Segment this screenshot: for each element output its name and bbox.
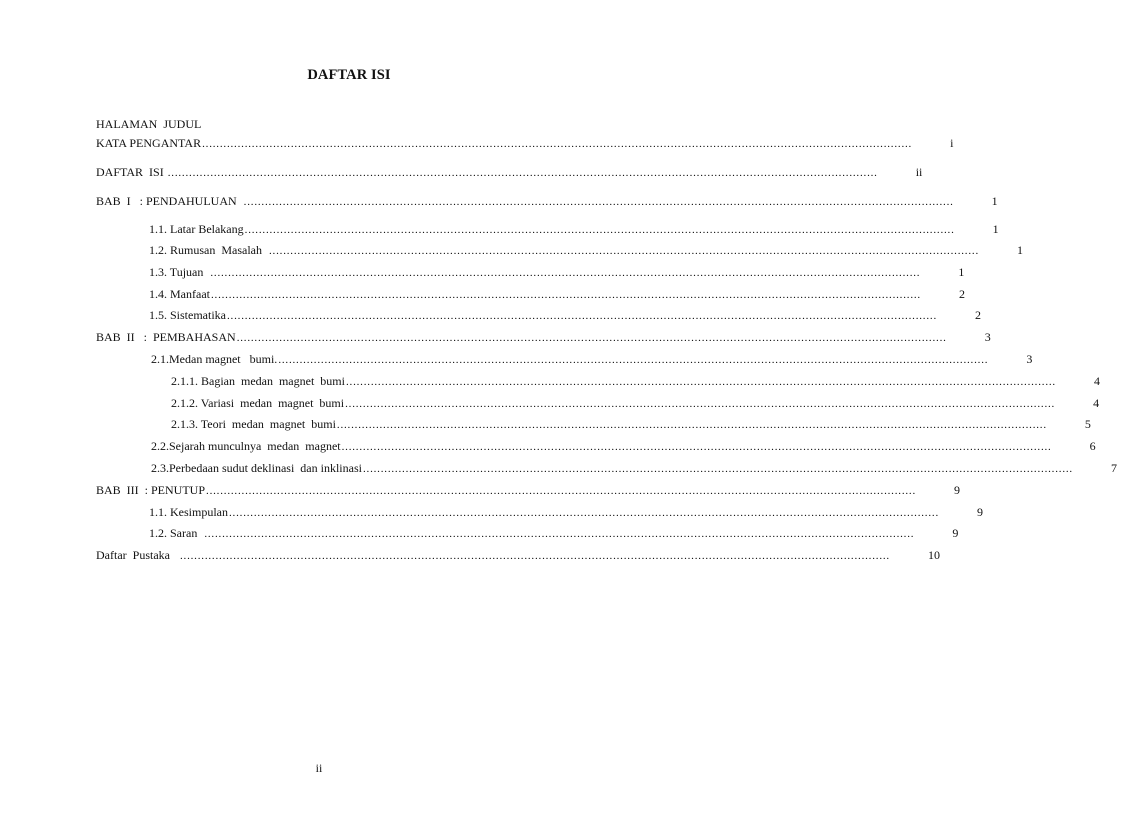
toc-entry-label: 2.2.Sejarah munculnya medan magnet xyxy=(151,439,341,453)
toc-entry-daftar-pustaka xyxy=(96,547,940,563)
toc-entry-1-4 xyxy=(149,286,965,302)
dot-leader: ........................................................................................................................................................................................................ xyxy=(278,354,989,366)
dot-leader: ........................................................................................................................................................................................................ xyxy=(206,485,917,497)
toc-entry-page: 9 xyxy=(952,526,959,540)
toc-entry-bab-iii xyxy=(96,482,961,498)
toc-entry-page: 6 xyxy=(1089,439,1096,453)
toc-entry-label: 2.1.3. Teori medan magnet bumi xyxy=(171,417,336,431)
toc-entry-label: KATA PENGANTAR xyxy=(96,136,202,150)
toc-entry-page: 7 xyxy=(1110,461,1117,475)
toc-entry-page: 1 xyxy=(991,194,998,208)
toc-entry-1-5 xyxy=(149,307,981,323)
toc-entry-page: 2 xyxy=(958,287,965,301)
toc-entry-page: 5 xyxy=(1084,417,1091,431)
toc-entry-label: 1.2. Saran xyxy=(149,526,204,540)
dot-leader: ........................................................................................................................................................................................................ xyxy=(229,507,939,519)
toc-entry-1-1 xyxy=(149,221,999,237)
toc-entry-label: BAB I : PENDAHULUAN xyxy=(96,194,243,208)
toc-entry-page: 3 xyxy=(984,330,991,344)
toc-entry-2-3 xyxy=(151,460,1117,476)
toc-entry-label: 2.1.1. Bagian medan magnet bumi xyxy=(171,374,345,388)
toc-entry-label: 2.3.Perbedaan sudut deklinasi dan inklinasi xyxy=(151,461,362,475)
toc-entry-page: 9 xyxy=(977,505,983,519)
toc-entry-page: 4 xyxy=(1093,396,1100,410)
toc-entry-halaman-judul xyxy=(96,116,516,132)
dot-leader: ........................................................................................................................................................................................................ xyxy=(243,196,954,208)
toc-entry-page: 4 xyxy=(1093,374,1100,388)
toc-entry-page: 1 xyxy=(1017,243,1023,257)
toc-entry-label: Daftar Pustaka xyxy=(96,548,179,562)
toc-entry-bab-i xyxy=(96,193,998,209)
toc-entry-saran xyxy=(149,525,959,541)
toc-entry-label: 1.4. Manfaat xyxy=(149,287,210,301)
dot-leader: ........................................................................................................................................................................................................ xyxy=(179,550,890,562)
dot-leader: ........................................................................................................................................................................................................ xyxy=(236,332,947,344)
dot-leader: ........................................................................................................................................................................................................ xyxy=(167,167,878,179)
dot-leader: ........................................................................................................................................................................................................ xyxy=(202,138,913,150)
toc-entry-page: 10 xyxy=(927,548,940,562)
toc-entry-label: BAB III : PENUTUP xyxy=(96,483,206,497)
toc-entry-label: 1.1. Latar Belakang xyxy=(149,222,244,236)
dot-leader: ........................................................................................................................................................................................................ xyxy=(269,245,979,257)
toc-entry-label: DAFTAR ISI xyxy=(96,165,167,179)
toc-entry-page: 9 xyxy=(954,483,961,497)
page-title: DAFTAR ISI xyxy=(307,67,391,83)
toc-entry-label: 1.2. Rumusan Masalah xyxy=(149,243,268,257)
dot-leader: ........................................................................................................................................................................................................ xyxy=(210,267,921,279)
dot-leader: ........................................................................................................................................................................................................ xyxy=(210,289,921,301)
toc-entry-page: ii xyxy=(915,165,923,179)
toc-entry-1-3 xyxy=(149,264,965,280)
toc-entry-kesimpulan xyxy=(149,504,983,520)
toc-entry-label: HALAMAN JUDUL xyxy=(96,117,202,131)
dot-leader: ........................................................................................................................................................................................................ xyxy=(336,419,1047,431)
toc-entry-2-1-3 xyxy=(171,416,1091,432)
dot-leader: ........................................................................................................................................................................................................ xyxy=(341,441,1052,453)
dot-leader: ........................................................................................................................................................................................................ xyxy=(345,376,1056,388)
toc-entry-kata-pengantar xyxy=(96,135,954,151)
toc-entry-2-1-2 xyxy=(171,395,1100,411)
dot-leader: ........................................................................................................................................................................................................ xyxy=(204,528,915,540)
toc-entry-page: 2 xyxy=(975,308,981,322)
toc-entry-label: 2.1.2. Variasi medan magnet bumi xyxy=(171,396,345,410)
dot-leader: ........................................................................................................................................................................................................ xyxy=(227,310,937,322)
toc-entry-label: 1.1. Kesimpulan xyxy=(149,505,228,519)
toc-entry-1-2 xyxy=(149,242,1023,258)
toc-entry-label: 2.1.Medan magnet bumi. xyxy=(151,352,278,366)
page-number: ii xyxy=(315,761,323,775)
toc-entry-2-1 xyxy=(151,351,1033,367)
toc-entry-daftar-isi xyxy=(96,164,923,180)
toc-entry-bab-ii xyxy=(96,329,991,345)
toc-entry-2-2 xyxy=(151,438,1096,454)
toc-entry-label: BAB II : PEMBAHASAN xyxy=(96,330,236,344)
toc-entry-page: i xyxy=(950,136,954,150)
toc-entry-label: 1.5. Sistematika xyxy=(149,308,226,322)
toc-entry-2-1-1 xyxy=(171,373,1100,389)
toc-entry-label: 1.3. Tujuan xyxy=(149,265,210,279)
dot-leader: ........................................................................................................................................................................................................ xyxy=(345,398,1056,410)
toc-entry-page: 3 xyxy=(1026,352,1033,366)
dot-leader: ........................................................................................................................................................................................................ xyxy=(362,463,1073,475)
dot-leader: ........................................................................................................................................................................................................ xyxy=(244,224,955,236)
toc-entry-page: 1 xyxy=(992,222,999,236)
toc-entry-page: 1 xyxy=(958,265,965,279)
